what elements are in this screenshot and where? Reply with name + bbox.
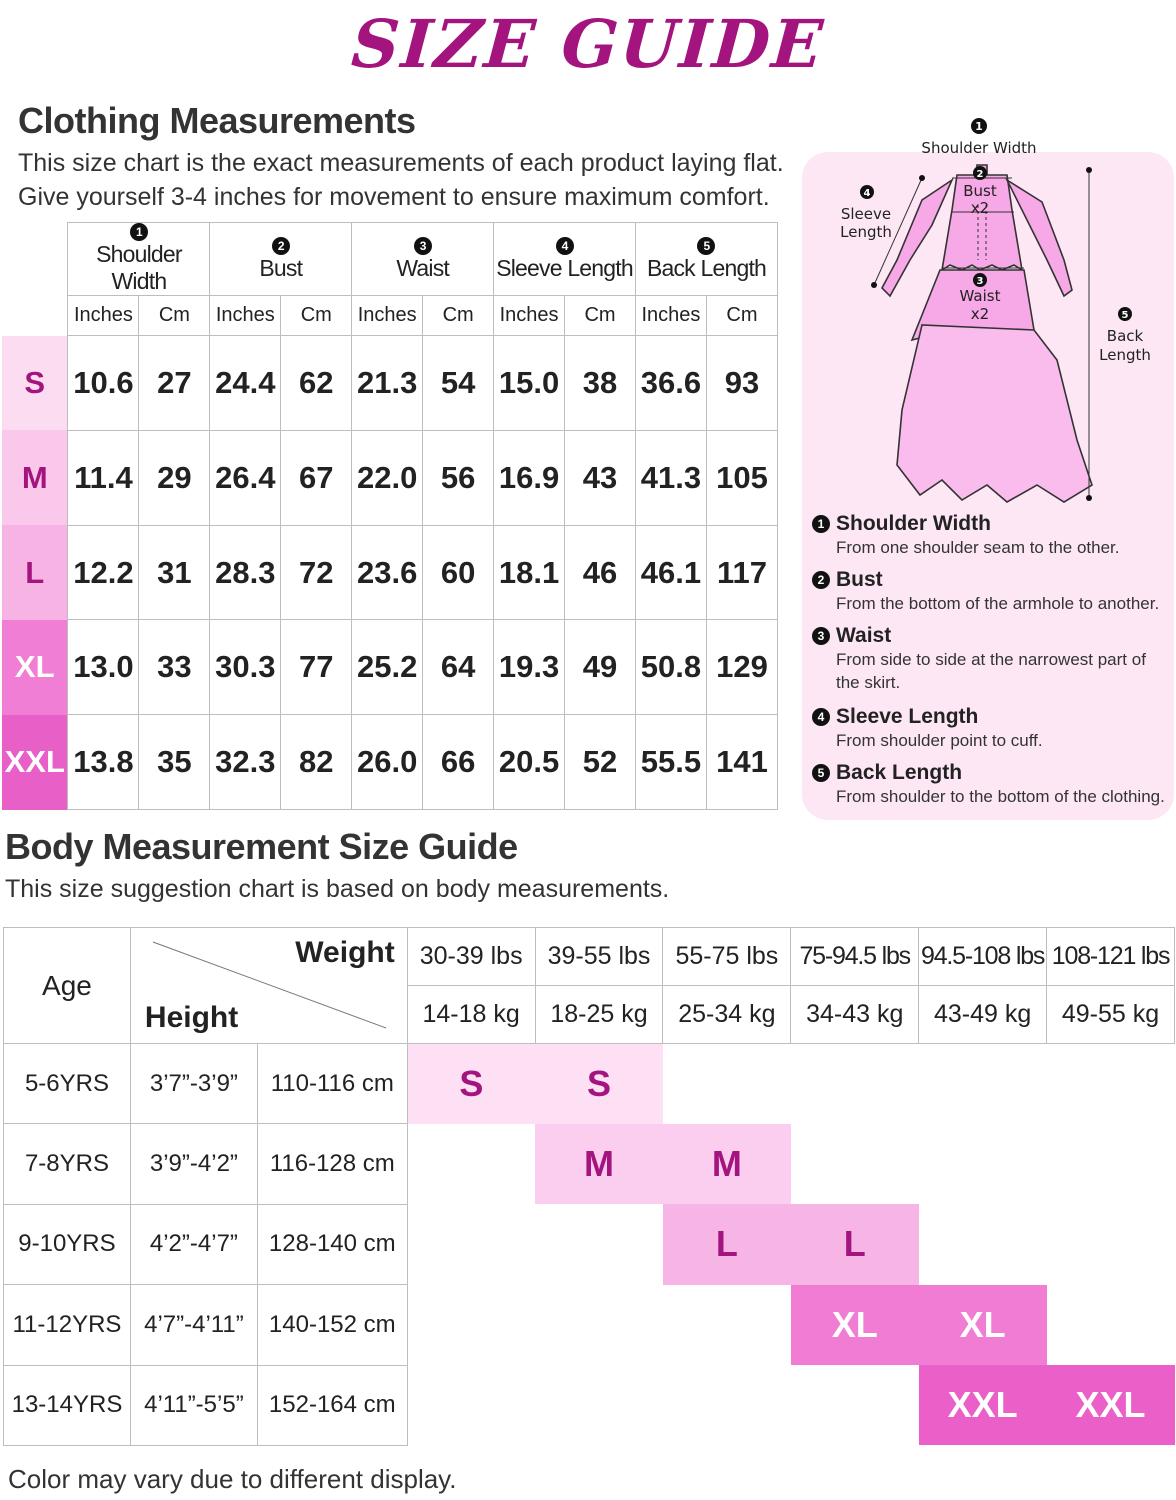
age-header: Age (4, 928, 131, 1044)
measurement-value: 10.6 (68, 336, 139, 431)
number-icon: 3 (414, 237, 432, 255)
weight-lbs-header: 108-121 lbs (1047, 928, 1175, 986)
legend-title: Shoulder Width (836, 512, 991, 535)
empty-cell (1047, 1204, 1175, 1284)
diagram-num-shoulder: 1 (975, 120, 983, 133)
dress-diagram (802, 110, 1174, 520)
weight-height-header (130, 928, 407, 1044)
unit-label: Cm (423, 296, 494, 336)
measurement-value: 129 (706, 620, 777, 715)
measurement-value: 77 (281, 620, 352, 715)
age-row (4, 1124, 1175, 1204)
number-icon: 5 (812, 764, 830, 782)
measurement-value: 13.8 (68, 715, 139, 810)
age-row (4, 1285, 1175, 1365)
size-row (2, 336, 778, 431)
page-title: SIZE GUIDE (349, 5, 827, 83)
unit-label: Inches (210, 296, 281, 336)
weight-lbs-header: 39-55 lbs (535, 928, 663, 986)
size-label: XL (2, 620, 68, 715)
legend-item-bust (812, 568, 1174, 615)
measurement-value: 66 (423, 715, 494, 810)
empty-cell (663, 1365, 791, 1445)
empty-cell (919, 1044, 1047, 1124)
recommended-size: L (663, 1204, 791, 1284)
legend-description: From one shoulder seam to the other. (836, 538, 1120, 557)
number-icon: 2 (272, 237, 290, 255)
measurement-value: 11.4 (68, 430, 139, 525)
measurement-value: 36.6 (635, 336, 706, 431)
height-label: Height (144, 1001, 239, 1034)
measurement-value: 55.5 (635, 715, 706, 810)
unit-label: Cm (565, 296, 636, 336)
measurement-value: 56 (423, 430, 494, 525)
measurement-value: 52 (565, 715, 636, 810)
height-value: 128-140 cm (257, 1204, 407, 1284)
corner-cell (2, 296, 68, 336)
body-subtitle: This size suggestion chart is based on body measurements. (5, 875, 670, 903)
legend-description: From shoulder point to cuff. (836, 731, 1043, 750)
measurement-value: 54 (423, 336, 494, 431)
body-size-table (3, 927, 1175, 1446)
measurement-value: 38 (565, 336, 636, 431)
recommended-size: XL (791, 1285, 919, 1365)
empty-cell (407, 1204, 535, 1284)
measurement-value: 105 (706, 430, 777, 525)
diagram-label-sleeve: Sleeve (840, 205, 892, 223)
age-row (4, 1204, 1175, 1284)
clothing-measurement-table (2, 222, 778, 810)
size-row (2, 715, 778, 810)
number-icon: 5 (697, 237, 715, 255)
measurement-value: 26.4 (210, 430, 281, 525)
column-label: Bust (259, 254, 303, 281)
column-header (210, 223, 352, 296)
diagram-label-waist: Waist (959, 287, 1001, 305)
weight-kg-header: 14-18 kg (407, 986, 535, 1044)
empty-cell (1047, 1124, 1175, 1204)
legend-item-shoulder (812, 512, 1174, 559)
size-label: XXL (2, 715, 68, 810)
diagram-label-waist-x2: x2 (970, 305, 990, 323)
height-value: 140-152 cm (257, 1285, 407, 1365)
age-row (4, 1044, 1175, 1124)
diagram-num-sleeve: 4 (863, 188, 871, 199)
measurement-value: 31 (139, 525, 210, 620)
number-icon: 2 (812, 571, 830, 589)
size-row (2, 525, 778, 620)
diagram-num-waist: 3 (976, 276, 984, 287)
measurement-value: 22.0 (352, 430, 423, 525)
column-label: Waist (396, 254, 449, 281)
measurement-value: 25.2 (352, 620, 423, 715)
diagram-label-sleeve-2: Length (840, 223, 892, 241)
measurement-value: 30.3 (210, 620, 281, 715)
age-value: 9-10YRS (4, 1204, 131, 1284)
legend-item-back (812, 761, 1174, 808)
empty-cell (791, 1124, 919, 1204)
empty-cell (407, 1124, 535, 1204)
unit-label: Cm (281, 296, 352, 336)
measurement-value: 43 (565, 430, 636, 525)
measurement-value: 50.8 (635, 620, 706, 715)
measurement-value: 24.4 (210, 336, 281, 431)
clothing-subtitle-2: Give yourself 3-4 inches for movement to ensure maximum comfort. (18, 183, 770, 211)
age-row (4, 1365, 1175, 1445)
corner-cell (2, 223, 68, 296)
weight-kg-header: 34-43 kg (791, 986, 919, 1044)
legend-item-waist (812, 624, 1174, 694)
empty-cell (791, 1044, 919, 1124)
height-value: 116-128 cm (257, 1124, 407, 1204)
unit-label: Inches (68, 296, 139, 336)
weight-kg-header: 43-49 kg (919, 986, 1047, 1044)
clothing-unit-row (2, 296, 778, 336)
legend-description: From side to side at the narrowest part of the skirt. (836, 650, 1146, 692)
weight-lbs-header: 30-39 lbs (407, 928, 535, 986)
column-label: Sleeve Length (496, 254, 633, 281)
legend-title: Back Length (836, 761, 963, 784)
empty-cell (919, 1124, 1047, 1204)
legend-title: Sleeve Length (836, 705, 979, 728)
measurement-value: 141 (706, 715, 777, 810)
measurement-value: 29 (139, 430, 210, 525)
age-value: 11-12YRS (4, 1285, 131, 1365)
measurement-value: 23.6 (352, 525, 423, 620)
unit-label: Inches (352, 296, 423, 336)
weight-lbs-header: 94.5-108 lbs (919, 928, 1047, 986)
age-value: 7-8YRS (4, 1124, 131, 1204)
weight-label: Weight (295, 936, 395, 969)
weight-kg-header: 49-55 kg (1047, 986, 1175, 1044)
size-label: S (2, 336, 68, 431)
empty-cell (1047, 1044, 1175, 1124)
measurement-value: 64 (423, 620, 494, 715)
legend-description: From the bottom of the armhole to another. (836, 594, 1160, 613)
height-value: 110-116 cm (257, 1044, 407, 1124)
empty-cell (535, 1365, 663, 1445)
unit-label: Inches (635, 296, 706, 336)
empty-cell (535, 1204, 663, 1284)
legend-title: Waist (836, 624, 892, 647)
number-icon: 4 (812, 708, 830, 726)
unit-label: Cm (139, 296, 210, 336)
body-heading: Body Measurement Size Guide (5, 826, 518, 867)
column-label: Back Length (646, 254, 767, 281)
measurement-value: 13.0 (68, 620, 139, 715)
recommended-size: M (535, 1124, 663, 1204)
weight-kg-header: 18-25 kg (535, 986, 663, 1044)
size-row (2, 430, 778, 525)
clothing-heading: Clothing Measurements (18, 100, 416, 141)
number-icon: 4 (556, 237, 574, 255)
measurement-value: 46 (565, 525, 636, 620)
measurement-value: 12.2 (68, 525, 139, 620)
column-header (352, 223, 494, 296)
empty-cell (407, 1285, 535, 1365)
column-header (635, 223, 777, 296)
diagram-num-bust: 2 (976, 169, 984, 180)
empty-cell (1047, 1285, 1175, 1365)
legend-item-sleeve (812, 705, 1174, 752)
empty-cell (663, 1044, 791, 1124)
measurement-value: 15.0 (494, 336, 565, 431)
measurement-value: 67 (281, 430, 352, 525)
height-value: 3’7”-3’9” (130, 1044, 257, 1124)
size-row (2, 620, 778, 715)
age-value: 5-6YRS (4, 1044, 131, 1124)
measurement-value: 27 (139, 336, 210, 431)
diagram-label-bust: Bust (963, 182, 997, 200)
diagram-label-back: Back (1106, 327, 1144, 345)
measurement-value: 62 (281, 336, 352, 431)
weight-lbs-header: 55-75 lbs (663, 928, 791, 986)
number-icon: 1 (812, 515, 830, 533)
empty-cell (791, 1365, 919, 1445)
column-header (494, 223, 636, 296)
measurement-value: 41.3 (635, 430, 706, 525)
height-value: 3’9”-4’2” (130, 1124, 257, 1204)
empty-cell (407, 1365, 535, 1445)
unit-label: Inches (494, 296, 565, 336)
measurement-value: 26.0 (352, 715, 423, 810)
measurement-value: 93 (706, 336, 777, 431)
measurement-value: 72 (281, 525, 352, 620)
measurement-value: 60 (423, 525, 494, 620)
recommended-size: XL (919, 1285, 1047, 1365)
measurement-value: 35 (139, 715, 210, 810)
height-value: 152-164 cm (257, 1365, 407, 1445)
weight-lbs-row (4, 928, 1175, 986)
diagram-label-bust-x2: x2 (970, 199, 990, 217)
weight-lbs-header: 75-94.5 lbs (791, 928, 919, 986)
column-label: Shoulder Width (96, 241, 182, 295)
number-icon: 1 (130, 223, 148, 241)
measurement-value: 19.3 (494, 620, 565, 715)
measurement-value: 49 (565, 620, 636, 715)
clothing-header-row (2, 223, 778, 296)
recommended-size: XXL (1047, 1365, 1175, 1445)
measurement-value: 20.5 (494, 715, 565, 810)
measurement-value: 117 (706, 525, 777, 620)
recommended-size: L (791, 1204, 919, 1284)
legend-description: From shoulder to the bottom of the clothing. (836, 787, 1165, 806)
column-header (68, 223, 210, 296)
number-icon: 3 (812, 627, 830, 645)
measurement-value: 18.1 (494, 525, 565, 620)
size-label: L (2, 525, 68, 620)
measurement-value: 28.3 (210, 525, 281, 620)
measurement-value: 33 (139, 620, 210, 715)
age-value: 13-14YRS (4, 1365, 131, 1445)
measurement-value: 82 (281, 715, 352, 810)
recommended-size: S (407, 1044, 535, 1124)
measurement-value: 21.3 (352, 336, 423, 431)
empty-cell (663, 1285, 791, 1365)
color-disclaimer: Color may vary due to different display. (8, 1464, 457, 1494)
recommended-size: S (535, 1044, 663, 1124)
height-value: 4’7”-4’11” (130, 1285, 257, 1365)
clothing-subtitle-1: This size chart is the exact measurements of each product laying flat. (18, 149, 784, 177)
empty-cell (535, 1285, 663, 1365)
diagram-num-back: 5 (1121, 310, 1129, 321)
height-value: 4’11”-5’5” (130, 1365, 257, 1445)
height-value: 4’2”-4’7” (130, 1204, 257, 1284)
recommended-size: XXL (919, 1365, 1047, 1445)
size-label: M (2, 430, 68, 525)
weight-kg-header: 25-34 kg (663, 986, 791, 1044)
diagram-label-back-2: Length (1099, 346, 1151, 364)
diagram-label-shoulder: Shoulder Width (921, 139, 1037, 157)
recommended-size: M (663, 1124, 791, 1204)
measurement-value: 46.1 (635, 525, 706, 620)
unit-label: Cm (706, 296, 777, 336)
measurement-value: 32.3 (210, 715, 281, 810)
legend-title: Bust (836, 568, 883, 591)
measurement-value: 16.9 (494, 430, 565, 525)
empty-cell (919, 1204, 1047, 1284)
